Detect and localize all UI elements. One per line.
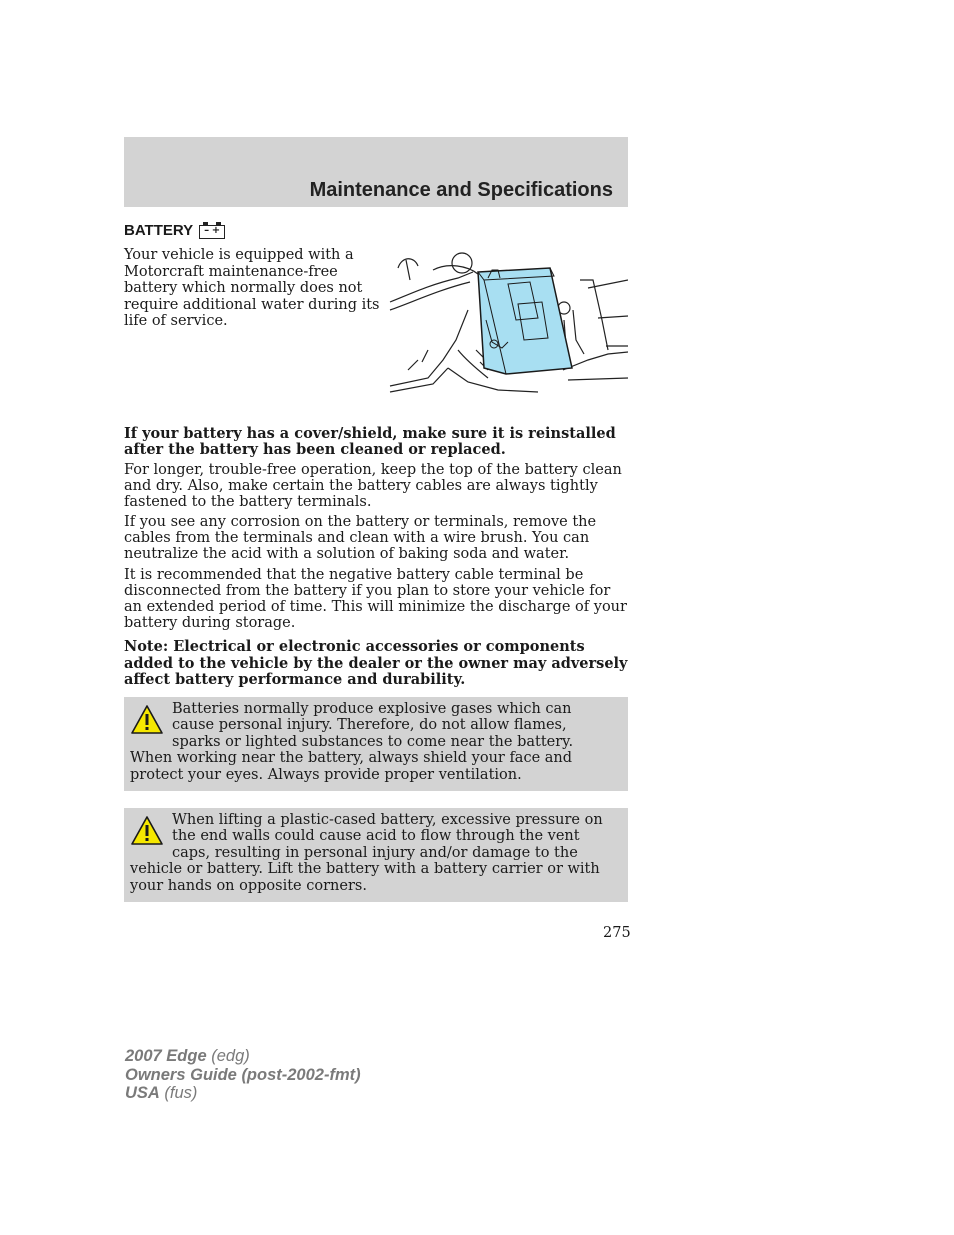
battery-icon: [199, 225, 225, 239]
intro-paragraph: Your vehicle is equipped with a Motorcraft maintenance-free battery which normally does not require additional water during its life of service.: [124, 247, 380, 329]
warning-triangle-icon: [130, 815, 164, 847]
section-heading: [124, 222, 225, 239]
warning-box-explosive-gases: [124, 697, 628, 791]
page-number: 275: [603, 925, 631, 941]
corrosion-paragraph: If you see any corrosion on the battery or terminals, remove the cables from the terminals and clean with a wire brush. You can neutralize the acid with a solution of baking soda and water.: [124, 514, 597, 562]
note-paragraph: Note: Electrical or electronic accessories or components added to the vehicle by the dealer or the owner may adversely affect battery performance and durability.: [124, 638, 628, 689]
clean-battery-paragraph: For longer, trouble-free operation, keep the top of the battery clean and dry. Also, make certain the battery cables are always tightly fastened to the battery terminals.: [124, 462, 622, 510]
battery-negative-symbol: –: [204, 224, 210, 236]
section-heading-label: BATTERY: [124, 222, 194, 239]
storage-paragraph: It is recommended that the negative battery cable terminal be disconnected from the battery if you plan to store your vehicle for an extended period of time. This will minimize the discharge of your battery during storage.: [124, 567, 627, 631]
footer: [125, 1047, 361, 1103]
warning-box-lifting-battery: [124, 808, 628, 902]
footer-line-1: 2007 Edge (edg): [125, 1047, 250, 1065]
battery-highlight: [478, 268, 572, 374]
cover-shield-paragraph: If your battery has a cover/shield, make sure it is reinstalled after the battery has been cleaned or replaced.: [124, 425, 616, 458]
warning-triangle-icon: [130, 704, 164, 736]
footer-line-3: USA (fus): [125, 1084, 198, 1102]
page-title: Maintenance and Specifications: [309, 179, 613, 201]
warning-text: Batteries normally produce explosive gases which can cause personal injury. Therefore, do not allow flames, sparks or lighted substances to come near the battery. When working near the battery, always shield your face and protect your eyes. Always provide proper ventilation.: [130, 701, 574, 783]
battery-positive-symbol: +: [211, 224, 221, 236]
warning-text: When lifting a plastic-cased battery, excessive pressure on the end walls could cause acid to flow through the vent caps, resulting in personal injury and/or damage to the vehicle or battery. Lift the battery with a battery carrier or with your hands on opposite corners.: [130, 812, 603, 894]
header-band: [124, 137, 628, 207]
footer-line-2: Owners Guide (post-2002-fmt): [125, 1065, 361, 1084]
battery-location-illustration: [388, 250, 628, 396]
